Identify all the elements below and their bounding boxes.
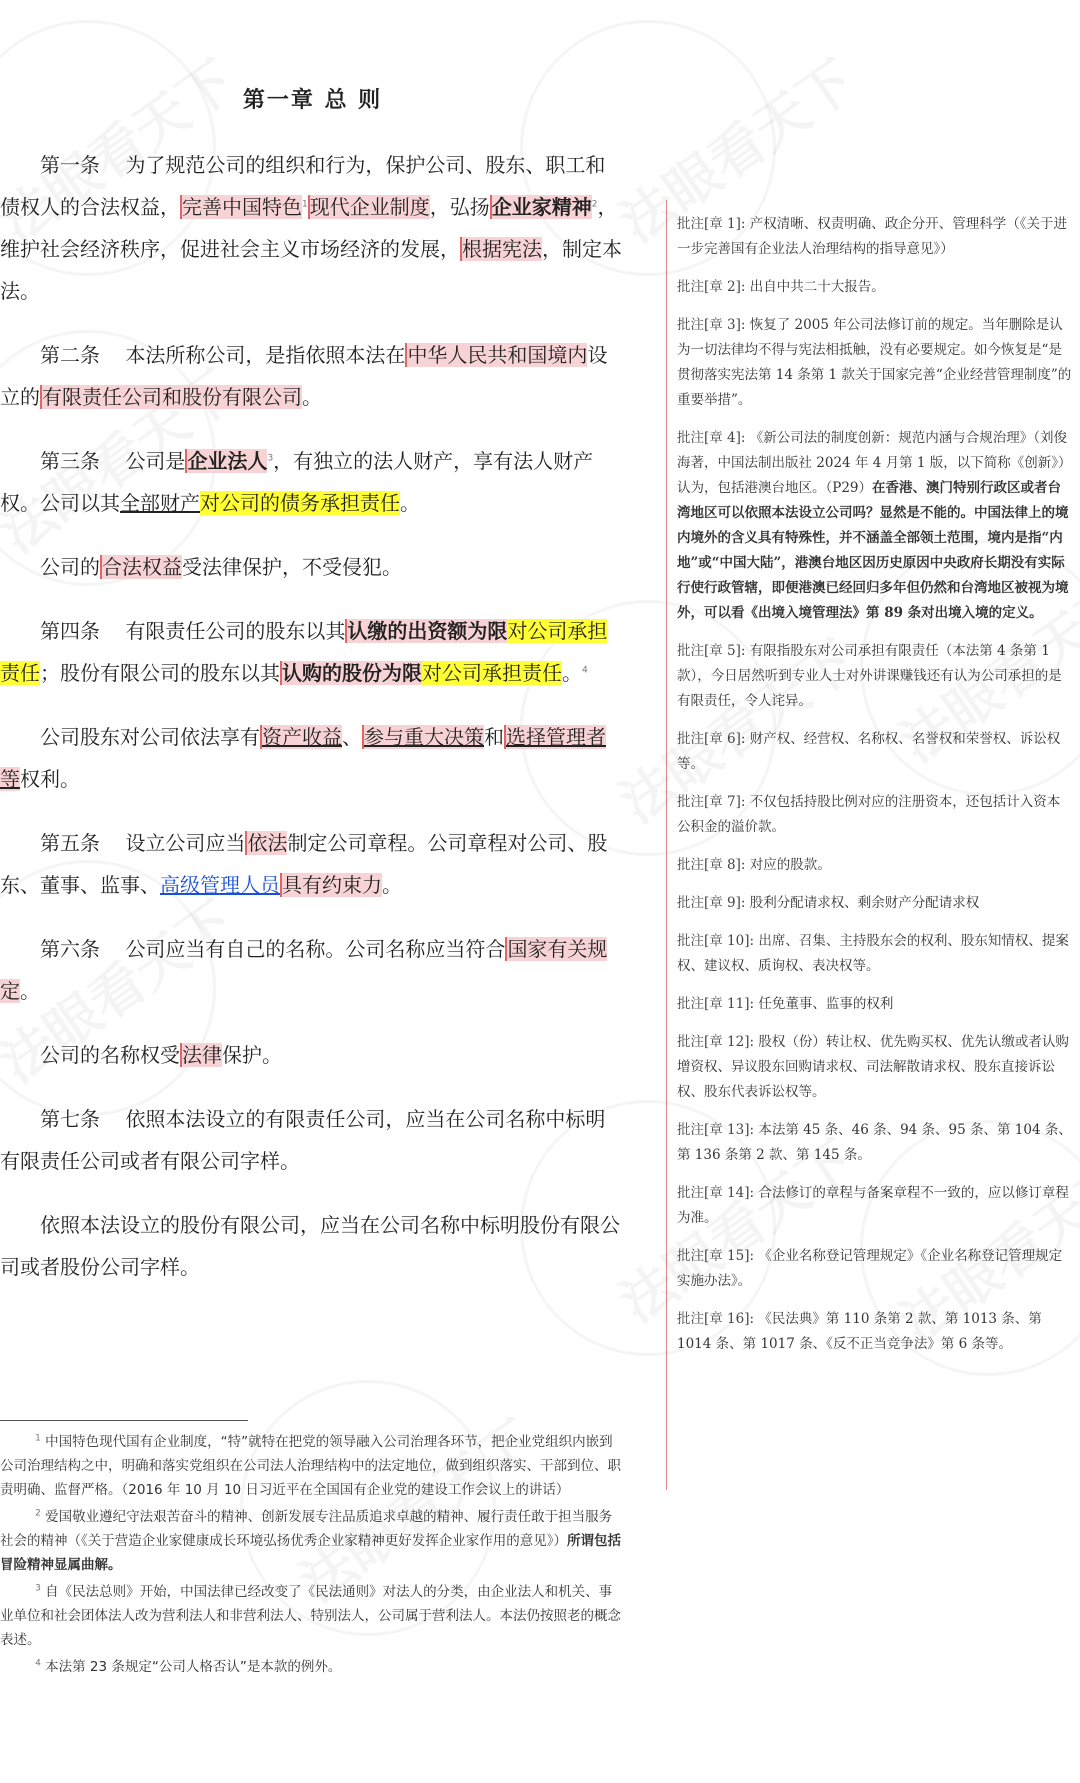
comment-item[interactable] <box>677 313 1072 413</box>
footnote-text: 本法第 23 条规定“公司人格否认”是本款的例外。 <box>40 1659 342 1675</box>
comment-label: 批注[章 15]: <box>677 1248 759 1264</box>
comment-label: 批注[章 10]: <box>677 933 759 949</box>
text: ，有独立的法人财产，享有法人财产权。公司以其 <box>0 449 594 515</box>
footnote-ref[interactable]: 3 <box>267 453 274 464</box>
comment-text: 有限指股东对公司承担有限责任（本法第 4 条第 1 款），今日居然听到专业人士对外讲课赚钱还有认为公司承担的是有限责任，令人诧异。 <box>677 643 1062 709</box>
text: 。 <box>562 661 582 685</box>
article-6-para-2 <box>0 1034 625 1076</box>
highlight[interactable]: 完善中国特色 <box>182 195 302 219</box>
text: ；股份有限公司的股东以其 <box>40 661 280 685</box>
text: 保护。 <box>222 1043 282 1067</box>
highlight[interactable]: 有限责任公司和股份有限公司 <box>42 385 302 409</box>
comment-item[interactable] <box>677 891 1072 916</box>
comment-label: 批注[章 16]: <box>677 1311 759 1327</box>
text: 权利。 <box>20 767 80 791</box>
comment-item[interactable] <box>677 1118 1072 1168</box>
yellow-highlight[interactable]: 对公司承担责任 <box>0 619 608 685</box>
comment-text: 不仅包括持股比例对应的注册资本，还包括计入资本公积金的溢价款。 <box>677 794 1061 835</box>
article-number: 第七条 <box>40 1107 100 1131</box>
text: 设立的 <box>0 343 608 409</box>
article-number: 第二条 <box>40 343 100 367</box>
comment-item[interactable] <box>677 1307 1072 1357</box>
yellow-highlight[interactable]: 对公司的债务承担责任 <box>200 491 400 515</box>
comment-label: 批注[章 4]: <box>677 430 750 446</box>
footnote-number: 2 <box>35 1508 41 1519</box>
footnote-text: 爱国敬业遵纪守法艰苦奋斗的精神、创新发展专注品质追求卓越的精神、履行责任敢于担当服务社会的精神（《关于营造企业家健康成长环境弘扬优秀企业家精神更好发挥企业家作用的意见》） <box>0 1509 613 1549</box>
comment-text: 出自中共二十大报告。 <box>749 279 885 295</box>
comment-text: 《新公司法的制度创新：规范内涵与合规治理》（刘俊海著，中国法制出版社 2024 年 4 月第 1 版，以下简称《创新》）认为，包括港澳台地区。（P29） <box>677 430 1072 496</box>
comment-label: 批注[章 1]: <box>677 216 750 232</box>
document-body <box>0 80 625 1310</box>
text: ，弘扬 <box>429 195 490 219</box>
text: 。 <box>302 385 322 409</box>
highlight[interactable]: 资产收益 <box>262 725 342 749</box>
highlight-bold[interactable]: 认购的股份为限 <box>282 661 422 685</box>
highlight-bold[interactable]: 认缴的出资额为限 <box>347 619 508 643</box>
article-7 <box>0 1098 625 1182</box>
text: ，制定本法。 <box>0 237 622 303</box>
comment-item[interactable] <box>677 992 1072 1017</box>
comment-item[interactable] <box>677 275 1072 300</box>
comment-item[interactable] <box>677 853 1072 878</box>
footnote-item <box>0 1430 625 1502</box>
highlight[interactable]: 中华人民共和国境内 <box>407 343 588 367</box>
comment-bold-text: 在香港、澳门特别行政区或者台湾地区可以依照本法设立公司吗？显然是不能的。中国法律上的境内境外的含义具有特殊性，并不涵盖全部领土范围，境内是指“内地”或“中国大陆”，港澳台地区因历史原因中央政府长期没有实际行使行政管辖，即便港澳已经回归多年但仍然和台湾地区被视为境外，可以看《出境入境管理法》第 89 条对出境入境的定义。 <box>677 480 1069 621</box>
text: 、 <box>342 725 362 749</box>
footnote-number: 1 <box>35 1433 41 1444</box>
comment-label: 批注[章 12]: <box>677 1034 759 1050</box>
comment-item[interactable] <box>677 212 1072 262</box>
article-3-para-2 <box>0 546 625 588</box>
article-number: 第四条 <box>40 619 100 643</box>
article-number: 第五条 <box>40 831 100 855</box>
highlight[interactable]: 依法 <box>247 831 288 855</box>
footnote-ref[interactable]: 2 <box>591 199 598 210</box>
footnote-item <box>0 1580 625 1652</box>
text: 受法律保护，不受侵犯。 <box>182 555 402 579</box>
comment-label: 批注[章 2]: <box>677 279 750 295</box>
article-3 <box>0 440 625 524</box>
highlight[interactable]: 参与重大决策 <box>364 725 484 749</box>
highlight-bold[interactable]: 企业家精神 <box>491 195 592 219</box>
text: 为了规范公司的组织和行为，保护公司、股东、职工和债权人的合法权益， <box>0 153 606 219</box>
comment-item[interactable] <box>677 1030 1072 1105</box>
comment-label: 批注[章 8]: <box>677 857 750 873</box>
article-4 <box>0 610 625 694</box>
comment-text: 任免董事、监事的权利 <box>758 996 894 1012</box>
yellow-highlight[interactable]: 对公司承担责任 <box>422 661 562 685</box>
comment-label: 批注[章 14]: <box>677 1185 759 1201</box>
text: 公司是 <box>125 449 186 473</box>
underline[interactable]: 全部财产 <box>120 491 200 515</box>
text: 公司股东对公司依法享有 <box>40 725 260 749</box>
text: 。 <box>400 491 420 515</box>
comment-item[interactable] <box>677 1244 1072 1294</box>
comment-item[interactable] <box>677 426 1072 626</box>
comment-item[interactable] <box>677 639 1072 714</box>
text: 公司应当有自己的名称。公司名称应当符合 <box>125 937 506 961</box>
highlight[interactable]: 合法权益 <box>102 555 182 579</box>
comment-label: 批注[章 6]: <box>677 731 750 747</box>
chapter-title: 第一章 总 则 <box>242 88 383 113</box>
comment-label: 批注[章 7]: <box>677 794 750 810</box>
article-number: 第六条 <box>40 937 100 961</box>
text: ，维护社会经济秩序，促进社会主义市场经济的发展， <box>0 195 618 261</box>
comment-label: 批注[章 9]: <box>677 895 750 911</box>
comment-pane <box>677 212 1072 1370</box>
footnote-bold-text: 所谓包括冒险精神显属曲解。 <box>0 1533 621 1573</box>
text: 制定公司章程。公司章程对公司、股东、董事、监事、 <box>0 831 608 897</box>
footnote-text: 自《民法总则》开始，中国法律已经改变了《民法通则》对法人的分类，由企业法人和机关、事业单位和社会团体法人改为营利法人和非营利法人、特别法人，公司属于营利法人。本法仍按照老的概念表述。 <box>0 1584 621 1648</box>
comment-text: 合法修订的章程与备案章程不一致的，应以修订章程为准。 <box>677 1185 1069 1226</box>
article-number: 第一条 <box>40 153 100 177</box>
footnote-number: 4 <box>35 1658 41 1669</box>
text: 依照本法设立的股份有限公司，应当在公司名称中标明股份有限公司或者股份公司字样。 <box>0 1213 620 1279</box>
comment-label: 批注[章 13]: <box>677 1122 759 1138</box>
article-7-para-2 <box>0 1204 625 1288</box>
comment-label: 批注[章 11]: <box>677 996 759 1012</box>
highlight[interactable]: 国家有关规定 <box>0 937 608 1003</box>
text: 公司的名称权受 <box>40 1043 180 1067</box>
highlight[interactable]: 法律 <box>182 1043 222 1067</box>
comment-item[interactable] <box>677 727 1072 777</box>
comment-text: 恢复了 2005 年公司法修订前的规定。当年删除是认为一切法律均不得与宪法相抵触，没有必要规定。如今恢复是“是贯彻落实宪法第 14 条第 1 款关于国家完善“企业经营管理制度”的重要举措”。 <box>677 317 1072 408</box>
comment-text: 《民法典》第 110 条第 2 款、第 1013 条、第 1014 条、第 1017 条、《反不正当竞争法》第 6 条等。 <box>677 1311 1042 1352</box>
article-number: 第三条 <box>40 449 100 473</box>
article-6 <box>0 928 625 1012</box>
highlight[interactable]: 现代企业制度 <box>309 195 430 219</box>
text: 有限责任公司的股东以其 <box>125 619 346 643</box>
comment-item[interactable] <box>677 790 1072 840</box>
footnote-text: 中国特色现代国有企业制度，“特”就特在把党的领导融入公司治理各环节，把企业党组织内嵌到公司治理结构之中，明确和落实党组织在公司法人治理结构中的法定地位，做到组织落实、干部到位、职责明确、监督严格。（2016 年 10 月 10 日习近平在全国国有企业党的建设工作会议上的讲话） <box>0 1434 621 1498</box>
footnote-ref[interactable]: 4 <box>582 665 588 676</box>
highlight-bold[interactable]: 企业法人 <box>187 449 268 473</box>
text: 。 <box>20 979 40 1003</box>
text: 公司的 <box>40 555 100 579</box>
link[interactable]: 高级管理人员 <box>160 873 280 897</box>
footnote-item <box>0 1505 625 1577</box>
comment-divider <box>666 200 667 1490</box>
highlight[interactable]: 选择管理者等 <box>0 725 606 791</box>
highlight[interactable]: 根据宪法 <box>462 237 542 261</box>
comment-item[interactable] <box>677 929 1072 979</box>
article-1 <box>0 144 625 312</box>
comment-text: 股权（份）转让权、优先购买权、优先认缴或者认购增资权、异议股东回购请求权、司法解散请求权、股东直接诉讼权、股东代表诉讼权等。 <box>677 1034 1069 1100</box>
text: 依照本法设立的有限责任公司，应当在公司名称中标明有限责任公司或者有限公司字样。 <box>0 1107 606 1173</box>
article-2 <box>0 334 625 418</box>
text: 设立公司应当 <box>125 831 246 855</box>
highlight[interactable]: 具有约束力 <box>282 873 382 897</box>
comment-text: 产权清晰、权责明确、政企分开、管理科学（《关于进一步完善国有企业法人治理结构的指导意见》） <box>677 216 1068 257</box>
text: 和 <box>484 725 504 749</box>
comment-text: 对应的股款。 <box>749 857 831 873</box>
footnote-ref[interactable]: 1 <box>302 199 308 210</box>
comment-text: 本法第 45 条、46 条、94 条、95 条、第 104 条、第 136 条第 2 款、第 145 条。 <box>677 1122 1072 1163</box>
article-5 <box>0 822 625 906</box>
article-4-para-2 <box>0 716 625 800</box>
footnote-item <box>0 1655 625 1679</box>
comment-label: 批注[章 5]: <box>677 643 750 659</box>
text: 。 <box>382 873 402 897</box>
comment-text: 财产权、经营权、名称权、名誉权和荣誉权、诉讼权等。 <box>677 731 1061 772</box>
footnotes <box>0 1430 625 1682</box>
comment-text: 《企业名称登记管理规定》《企业名称登记管理规定实施办法》。 <box>677 1248 1063 1289</box>
text: 本法所称公司，是指依照本法在 <box>125 343 406 367</box>
footnote-separator <box>0 1420 248 1421</box>
footnote-number: 3 <box>35 1583 41 1594</box>
comment-text: 股利分配请求权、剩余财产分配请求权 <box>749 895 980 911</box>
comment-item[interactable] <box>677 1181 1072 1231</box>
comment-label: 批注[章 3]: <box>677 317 750 333</box>
comment-text: 出席、召集、主持股东会的权利、股东知情权、提案权、建议权、质询权、表决权等。 <box>677 933 1069 974</box>
